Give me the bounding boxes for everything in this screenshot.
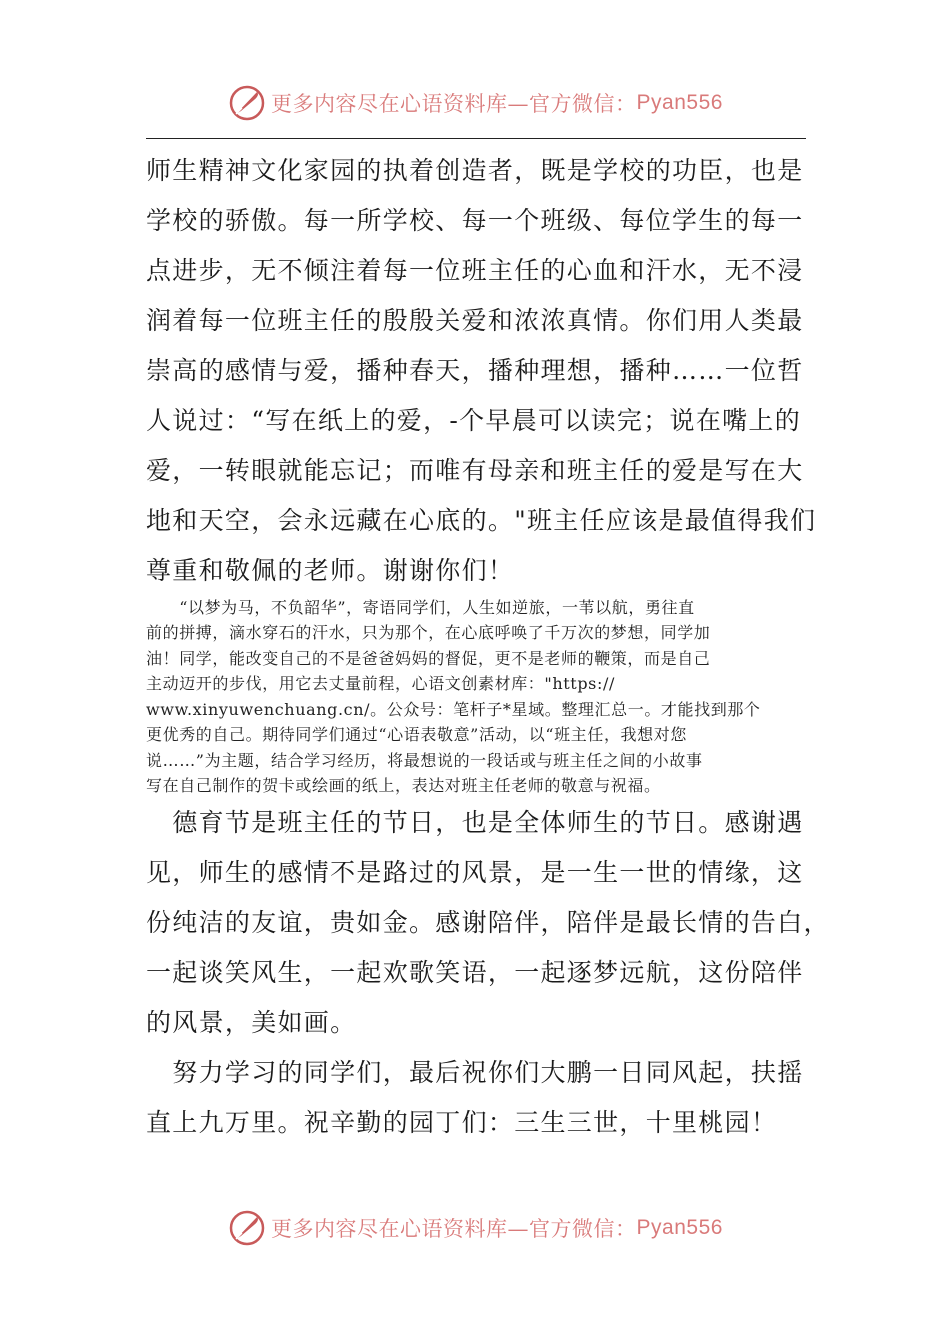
note-line: 油！同学，能改变自己的不是爸爸妈妈的督促，更不是老师的鞭策，而是自己: [146, 649, 711, 668]
text-line: 师生精神文化家园的执着创造者，既是学校的功臣，也是: [146, 156, 804, 185]
text-line: 地和天空，会永远藏在心底的。"班主任应该是最值得我们: [146, 506, 817, 535]
banner-wechat-id: Pyan556: [636, 1216, 723, 1239]
text-line: 的风景，美如画。: [146, 1008, 357, 1037]
text-line: 份纯洁的友谊，贵如金。感谢陪伴，陪伴是最长情的告白，: [146, 908, 830, 937]
text-line: 见，师生的感情不是路过的风景，是一生一世的情缘，这: [146, 858, 804, 887]
text-line: 点进步，无不倾注着每一位班主任的心血和汗水，无不浸: [146, 256, 804, 285]
text-line: 润着每一位班主任的殷殷关爱和浓浓真情。你们用人类最: [146, 306, 804, 335]
banner-wechat-id: Pyan556: [636, 91, 723, 114]
text-line: 爱，一转眼就能忘记；而唯有母亲和班主任的爱是写在大: [146, 456, 804, 485]
text-line: 德育节是班主任的节日，也是全体师生的节日。感谢遇: [146, 808, 804, 837]
text-line: 人说过：“写在纸上的爱，-个早晨可以读完；说在嘴上的: [146, 406, 802, 435]
footer-banner: [0, 1208, 950, 1248]
text-line: 学校的骄傲。每一所学校、每一个班级、每位学生的每一: [146, 206, 804, 235]
note-line: 写在自己制作的贺卡或绘画的纸上，表达对班主任老师的敬意与祝福。: [146, 776, 661, 795]
banner-text: 更多内容尽在心语资料库—官方微信：: [271, 92, 637, 116]
banner-text: 更多内容尽在心语资料库—官方微信：: [271, 1217, 637, 1241]
quill-pen-logo-icon: [227, 83, 267, 123]
note-line: “以梦为马，不负韶华”，寄语同学们，人生如逆旅，一苇以航，勇往直: [146, 598, 695, 617]
note-line: 前的拼搏，滴水穿石的汗水，只为那个，在心底呼唤了千万次的梦想，同学加: [146, 623, 711, 642]
header-banner: [0, 83, 950, 123]
note-line: 说……”为主题，结合学习经历，将最想说的一段话或与班主任之间的小故事: [146, 751, 703, 770]
header-divider: [146, 138, 806, 139]
text-line: 一起谈笑风生，一起欢歌笑语，一起逐梦远航，这份陪伴: [146, 958, 804, 987]
text-line: 直上九万里。祝辛勤的园丁们：三生三世，十里桃园！: [146, 1108, 778, 1137]
quill-pen-logo-icon: [227, 1208, 267, 1248]
note-line: 更优秀的自己。期待同学们通过“心语表敬意”活动，以“班主任，我想对您: [146, 725, 687, 744]
note-line: 主动迈开的步伐，用它去丈量前程，心语文创素材库："https://: [146, 674, 615, 693]
note-line: www.xinyuwenchuang.cn/。公众号：笔杆子*星域。整理汇总一。才能找到那个: [146, 700, 761, 719]
text-line: 努力学习的同学们，最后祝你们大鹏一日同风起，扶摇: [146, 1058, 804, 1087]
text-line: 尊重和敬佩的老师。谢谢你们！: [146, 556, 515, 585]
text-line: 崇高的感情与爱，播种春天，播种理想，播种……一位哲: [146, 356, 804, 385]
